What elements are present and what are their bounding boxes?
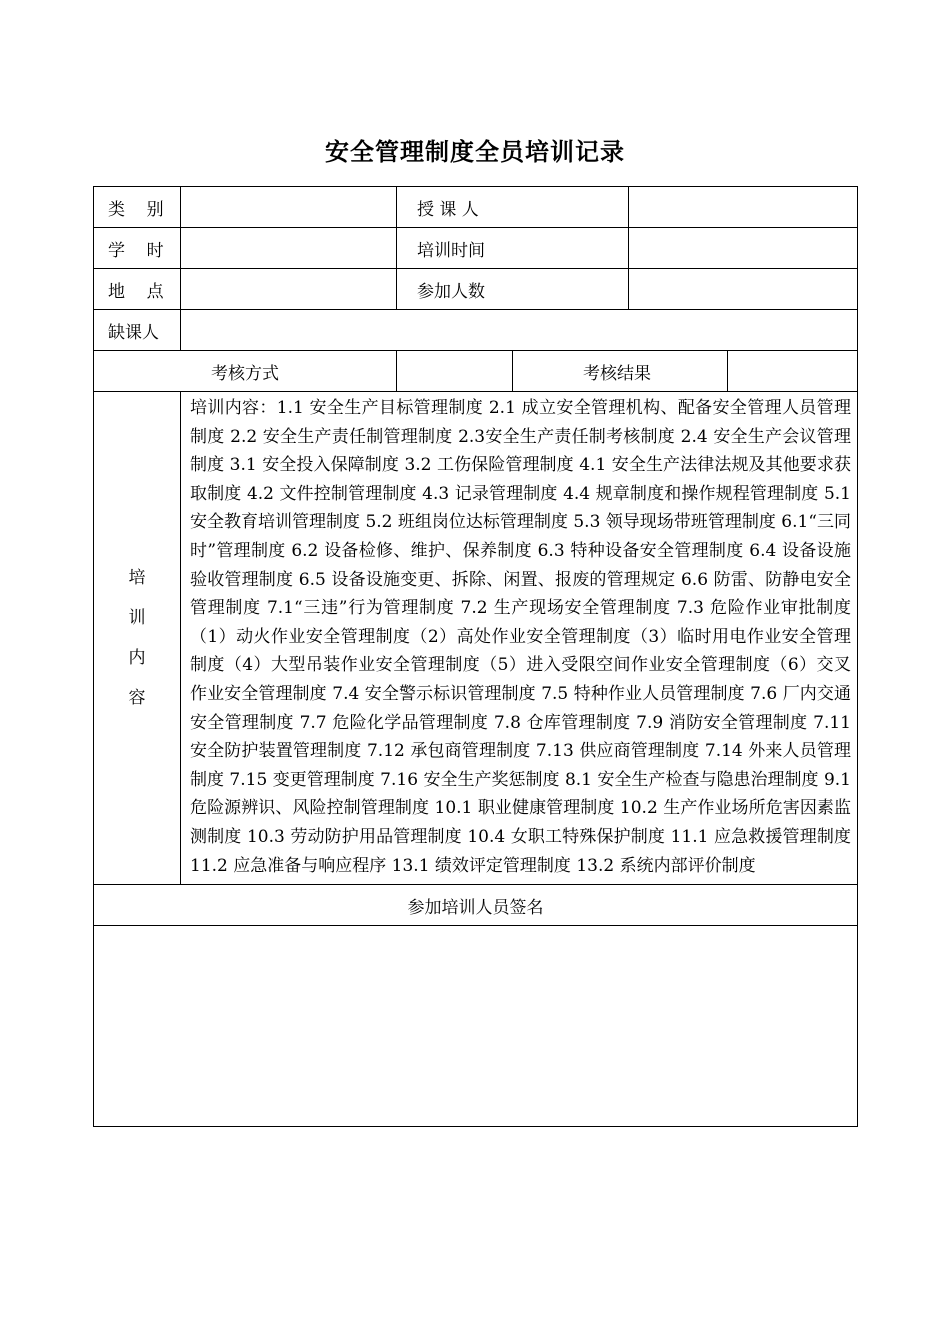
document-title: 安全管理制度全员培训记录	[325, 137, 625, 166]
teacher-label: 授 课 人	[397, 187, 629, 228]
row-assessment	[94, 351, 858, 392]
hours-value[interactable]	[181, 228, 397, 269]
row-absentee	[94, 310, 858, 351]
row-location	[94, 269, 858, 310]
content-label-char: 容	[128, 688, 146, 709]
attendees-value[interactable]	[629, 269, 858, 310]
row-training-content	[94, 392, 858, 885]
row-hours	[94, 228, 858, 269]
teacher-value[interactable]	[629, 187, 858, 228]
location-label: 地 点	[94, 269, 181, 310]
row-signature-area	[94, 926, 858, 1127]
content-label-char: 内	[128, 648, 146, 669]
training-content-label	[94, 392, 181, 885]
signature-label: 参加培训人员签名	[94, 885, 858, 926]
assessment-method-value[interactable]	[397, 351, 513, 392]
row-signature-header	[94, 885, 858, 926]
assessment-method-label: 考核方式	[94, 351, 397, 392]
training-record-table	[93, 186, 858, 1127]
assessment-result-label: 考核结果	[513, 351, 858, 392]
training-time-label: 培训时间	[397, 228, 629, 269]
location-value[interactable]	[181, 269, 397, 310]
training-time-value[interactable]	[629, 228, 858, 269]
assessment-result-value[interactable]	[727, 351, 857, 391]
signature-area[interactable]	[94, 926, 858, 1127]
content-label-char: 训	[128, 608, 146, 629]
category-label: 类 别	[94, 187, 181, 228]
absentee-value[interactable]	[181, 310, 858, 351]
row-category	[94, 187, 858, 228]
attendees-label: 参加人数	[397, 269, 629, 310]
category-value[interactable]	[181, 187, 397, 228]
training-content-text: 培训内容：1.1 安全生产目标管理制度 2.1 成立安全管理机构、配备安全管理人员管理制度 2.2 安全生产责任制管理制度 2.3安全生产责任制考核制度 2.4 安全生产会议管理制度 3.1 安全投入保障制度 3.2 工伤保险管理制度 4.1 安全生产法律法规及其他要求获取制度 4.2 文件控制管理制度 4.3 记录管理制度 4.4 规章制度和操作规程管理制度 5.1 安全教育培训管理制度 5.2 班组岗位达标管理制度 5.3 领导现场带班管理制度 6.1“三同时”管理制度 6.2 设备检修、维护、保养制度 6.3 特种设备安全管理制度 6.4 设备设施验收管理制度 6.5 设备设施变更、拆除、闲置、报废的管理规定 6.6 防雷、防静电安全管理制度 7.1“三违”行为管理制度 7.2 生产现场安全管理制度 7.3 危险作业审批制度（1）动火作业安全管理制度（2）高处作业安全管理制度（3）临时用电作业安全管理制度（4）大型吊装作业安全管理制度（5）进入受限空间作业安全管理制度（6）交叉作业安全管理制度 7.4 安全警示标识管理制度 7.5 特种作业人员管理制度 7.6 厂内交通安全管理制度 7.7 危险化学品管理制度 7.8 仓库管理制度 7.9 消防安全管理制度 7.11 安全防护装置管理制度 7.12 承包商管理制度 7.13 供应商管理制度 7.14 外来人员管理制度 7.15 变更管理制度 7.16 安全生产奖惩制度 8.1 安全生产检查与隐患治理制度 9.1 危险源辨识、风险控制管理制度 10.1 职业健康管理制度 10.2 生产作业场所危害因素监测制度 10.3 劳动防护用品管理制度 10.4 女职工特殊保护制度 11.1 应急救援管理制度 11.2 应急准备与响应程序 13.1 绩效评定管理制度 13.2 系统内部评价制度	[181, 392, 858, 885]
hours-label: 学 时	[94, 228, 181, 269]
absentee-label: 缺课人	[94, 310, 181, 351]
content-label-char: 培	[128, 568, 146, 589]
